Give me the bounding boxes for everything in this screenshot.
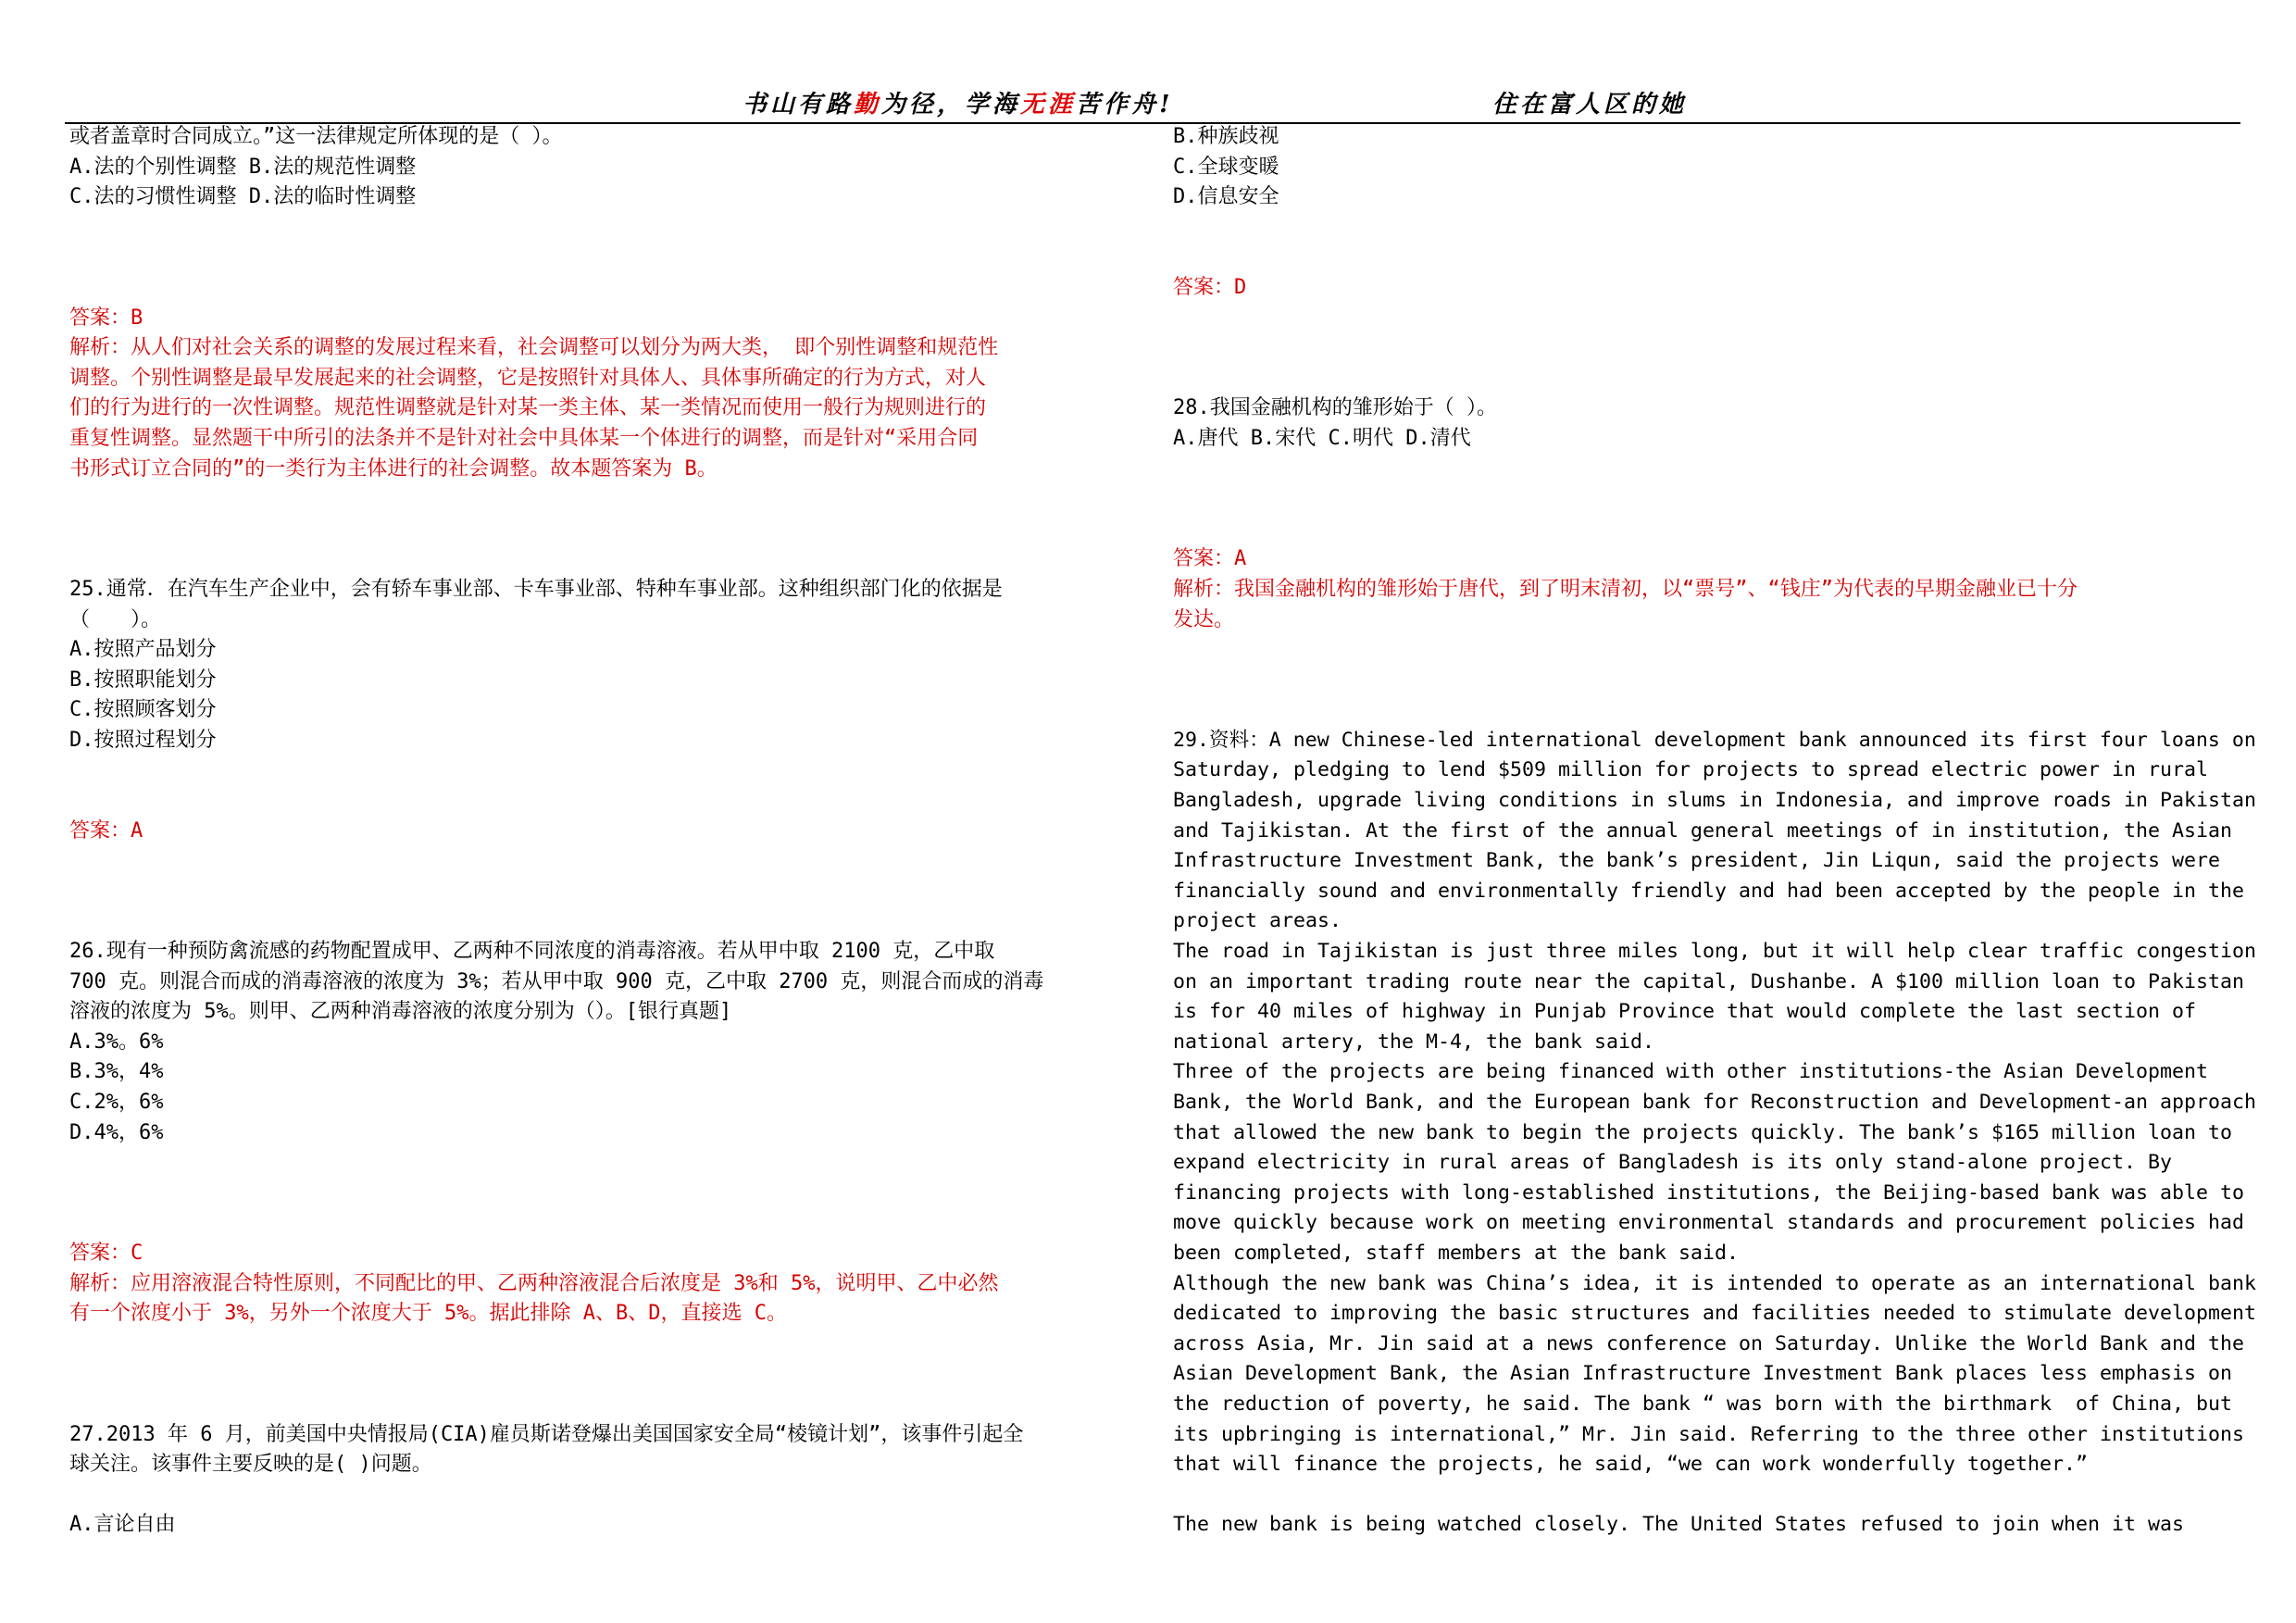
q29-passage-line: that allowed the new bank to begin the projects quickly. The bank’s $165 million loan to [1173, 1120, 2233, 1144]
q25-option: A.按照产品划分 [69, 638, 217, 662]
motto-part: 苦作舟! [1076, 91, 1174, 119]
q26-option: A.3%。6% [69, 1030, 164, 1054]
q26-analysis-line: 有一个浓度小于 3%，另外一个浓度大于 5%。据此排除 A、B、D，直接选 C。 [69, 1302, 787, 1326]
q29-passage-line [1173, 1480, 2247, 1511]
q28-analysis-line: 发达。 [1173, 607, 1235, 631]
q24-stem-tail: 或者盖章时合同成立。”这一法律规定所体现的是（ ）。 [69, 125, 563, 148]
q29-passage-line: Bank, the World Bank, and the European bank for Reconstruction and Development-an approach [1173, 1091, 2257, 1114]
motto-part-red: 无涯 [1020, 91, 1077, 119]
q25-option: C.按照顾客划分 [69, 698, 217, 722]
q27-option: B.种族歧视 [1173, 125, 1279, 148]
q29-passage-line: been completed, staff members at the bank said. [1173, 1241, 1740, 1265]
q25-answer: 答案：A [69, 818, 144, 843]
q25-stem-line: 25.通常．在汽车生产企业中，会有轿车事业部、卡车事业部、特种车事业部。这种组织部门化的依据是 [69, 577, 1003, 601]
q29-passage-line: The new bank is being watched closely. The United States refused to join when it was [1173, 1513, 2185, 1537]
q29-passage-line: and Tajikistan. At the first of the annual general meetings of in institution, the Asian [1173, 818, 2233, 843]
q29-passage-line: expand electricity in rural areas of Bangladesh is its only stand-alone project. By [1173, 1151, 2173, 1175]
q25-option: B.按照职能划分 [69, 668, 217, 692]
q29-passage-line: Three of the projects are being financed with other institutions-the Asian Development [1173, 1060, 2209, 1084]
q27-stem-line: 球关注。该事件主要反映的是( )问题。 [69, 1453, 432, 1477]
q27-option: C.全球变暖 [1173, 155, 1279, 179]
q24-analysis-line: 们的行为进行的一次性调整。规范性调整就是针对某一类主体、某一类情况而使用一般行为规则进行的 [69, 396, 987, 420]
q29-passage-line: Although the new bank was China’s idea, it is intended to operate as an international bank [1173, 1271, 2257, 1295]
q27-option: A.言论自由 [69, 1513, 176, 1537]
q29-passage-line: dedicated to improving the basic structures and facilities needed to stimulate development [1173, 1302, 2257, 1326]
q29-passage-line: across Asia, Mr. Jin said at a news conference on Saturday. Unlike the World Bank and the [1173, 1331, 2245, 1355]
q28-options: A.唐代 B.宋代 C.明代 D.清代 [1173, 426, 1471, 450]
q26-option: C.2%，6% [69, 1091, 164, 1114]
q29-passage-line: project areas. [1173, 909, 1342, 933]
q29-passage-line: Saturday, pledging to lend $509 million for projects to spread electric power in rural [1173, 758, 2209, 782]
motto-part-red: 勤 [854, 91, 882, 119]
q29-passage-line: that will finance the projects, he said, “we can work wonderfully together.” [1173, 1453, 2089, 1477]
q26-stem-line: 溶液的浓度为 5%。则甲、乙两种消毒溶液的浓度分别为（）。[银行真题] [69, 1000, 732, 1024]
q26-analysis-line: 解析：应用溶液混合特性原则，不同配比的甲、乙两种溶液混合后浓度是 3%和 5%，说明甲、乙中必然 [69, 1271, 999, 1295]
q24-analysis-line: 重复性调整。显然题干中所引的法条并不是针对社会中具体某一个体进行的调整，而是针对“采用合同 [69, 426, 979, 450]
q29-passage-line: The road in Tajikistan is just three miles long, but it will help clear traffic congestion [1173, 940, 2257, 964]
motto-part: 书山有路 [742, 91, 855, 119]
q28-answer: 答案：A [1173, 547, 1247, 571]
q29-passage [1173, 726, 2257, 1541]
q25-option: D.按照过程划分 [69, 728, 217, 752]
q26-answer: 答案：C [69, 1241, 144, 1265]
q29-passage-line: on an important trading route near the capital, Dushanbe. A $100 million loan to Pakistan [1173, 969, 2245, 993]
header-motto [742, 85, 1173, 119]
left-column [69, 122, 1134, 1541]
q28-stem: 28.我国金融机构的雏形始于（ ）。 [1173, 396, 1497, 420]
q29-passage-line: Bangladesh, upgrade living conditions in slums in Indonesia, and improve roads in Pakistan [1173, 789, 2257, 813]
q27-stem-line: 27.2013 年 6 月，前美国中央情报局(CIA)雇员斯诺登爆出美国国家安全局“棱镜计划”，该事件引起全 [69, 1422, 1024, 1446]
q26-stem-line: 700 克。则混合而成的消毒溶液的浓度为 3%；若从甲中取 900 克，乙中取 2700 克，则混合而成的消毒 [69, 969, 1044, 993]
q29-passage-line: move quickly because work on meeting environmental standards and procurement policies had [1173, 1211, 2245, 1235]
q27-option: D.信息安全 [1173, 185, 1279, 209]
q24-analysis-line: 解析：从人们对社会关系的调整的发展过程来看，社会调整可以划分为两大类， 即个别性调整和规范性 [69, 336, 999, 360]
q27-answer: 答案：D [1173, 275, 1247, 299]
q29-passage-line: national artery, the M-4, the bank said. [1173, 1030, 1655, 1054]
q24-analysis-line: 调整。个别性调整是最早发展起来的社会调整，它是按照针对具体人、具体事所确定的行为方式，对人 [69, 366, 987, 390]
q29-passage-line: Asian Development Bank, the Asian Infrastructure Investment Bank places less emphasis on [1173, 1362, 2233, 1386]
q26-option: B.3%，4% [69, 1060, 164, 1084]
q29-passage-line: 29.资料：A new Chinese-led international development bank announced its first four loans on [1173, 728, 2256, 752]
q29-passage-line: is for 40 miles of highway in Punjab Province that would complete the last section of [1173, 1000, 2197, 1024]
q26-option: D.4%，6% [69, 1120, 164, 1144]
q29-passage-line: financing projects with long-established institutions, the Beijing-based bank was able to [1173, 1180, 2245, 1205]
page-header [65, 81, 2240, 124]
right-column [1173, 122, 2257, 1541]
q29-passage-line: Infrastructure Investment Bank, the bank’s president, Jin Liqun, said the projects were [1173, 849, 2221, 873]
q24-options-ab: A.法的个别性调整 B.法的规范性调整 [69, 155, 417, 179]
q29-passage-line: financially sound and environmentally friendly and had been accepted by the people in the [1173, 879, 2245, 903]
q24-analysis-line: 书形式订立合同的”的一类行为主体进行的社会调整。故本题答案为 B。 [69, 456, 718, 481]
header-slogan: 住在富人区的她 [1492, 91, 1688, 119]
q28-analysis-line: 解析：我国金融机构的雏形始于唐代，到了明末清初，以“票号”、“钱庄”为代表的早期金融业已十分 [1173, 577, 2078, 601]
q29-passage-line: its upbringing is international,” Mr. Jin said. Referring to the three other institutions [1173, 1422, 2245, 1446]
q24-answer: 答案：B [69, 306, 144, 330]
q24-options-cd: C.法的习惯性调整 D.法的临时性调整 [69, 185, 417, 209]
q29-passage-line: the reduction of poverty, he said. The bank “ was born with the birthmark of China, but [1173, 1392, 2233, 1416]
motto-part: 为径，学海 [881, 91, 1021, 119]
q26-stem-line: 26.现有一种预防禽流感的药物配置成甲、乙两种不同浓度的消毒溶液。若从甲中取 2100 克，乙中取 [69, 940, 995, 964]
q25-stem-line: （ ）。 [69, 607, 162, 631]
